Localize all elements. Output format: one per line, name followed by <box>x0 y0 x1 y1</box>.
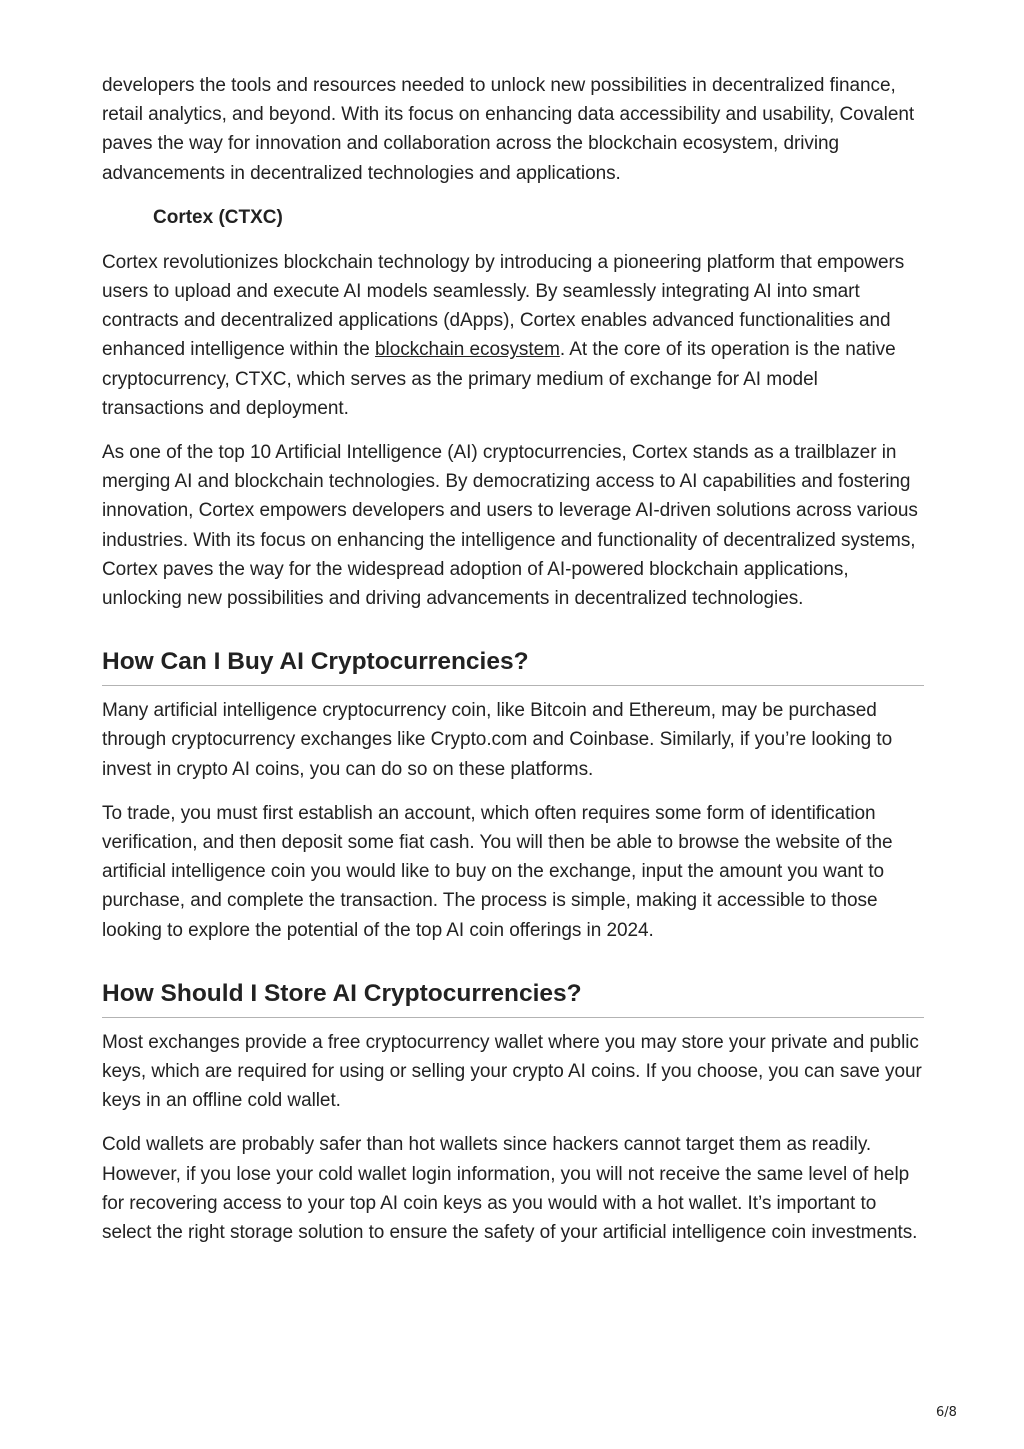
blockchain-ecosystem-link[interactable]: blockchain ecosystem <box>375 339 560 361</box>
cortex-heading: Cortex (CTXC) <box>153 206 283 228</box>
cortex-paragraph-2: As one of the top 10 Artificial Intelligence (AI) cryptocurrencies, Cortex stands as a trailblazer in merging AI and blockchain technologies. By democratizing access to AI capabilities and fostering innovation, Cortex empowers developers and users to leverage AI-driven solutions across various industries. With its focus on enhancing the intelligence and functionality of decentralized systems, Cortex paves the way for the widespread adoption of AI-powered blockchain applications, unlocking new possibilities and driving advancements in decentralized technologies. <box>102 442 918 610</box>
buy-section-heading: How Can I Buy AI Cryptocurrencies? <box>102 645 924 686</box>
cortex-p1-text-after: . At the core of its operation is the native cryptocurrency, CTXC, which serves as the primary medium of exchange for AI model transactions and deployment. <box>102 339 896 419</box>
buy-paragraph-1: Many artificial intelligence cryptocurrency coin, like Bitcoin and Ethereum, may be purchased through cryptocurrency exchanges like Crypto.com and Coinbase. Similarly, if you’re looking to invest in crypto AI coins, you can do so on these platforms. <box>102 700 893 780</box>
store-paragraph-1: Most exchanges provide a free cryptocurrency wallet where you may store your private and public keys, which are required for using or selling your crypto AI coins. If you choose, you can save your keys in an offline cold wallet. <box>102 1031 922 1112</box>
document-body <box>102 71 924 1262</box>
cortex-paragraph-1 <box>102 248 924 423</box>
store-paragraph-2: Cold wallets are probably safer than hot wallets since hackers cannot target them as readily. However, if you lose your cold wallet login information, you will not receive the same level of help for recovering access to your top AI coin keys as you would with a hot wallet. It’s important to select the right storage solution to ensure the safety of your artificial intelligence coin investments. <box>102 1134 918 1244</box>
cortex-p1-text-before: Cortex revolutionizes blockchain technology by introducing a pioneering platform that empowers users to upload and execute AI models seamlessly. By seamlessly integrating AI into smart contracts and decentralized applications (dApps), Cortex enables advanced functionalities and enhanced intelligence within the <box>102 251 905 361</box>
covalent-paragraph-continued: developers the tools and resources needed to unlock new possibilities in decentralized finance, retail analytics, and beyond. With its focus on enhancing data accessibility and usability, Covalent paves the way for innovation and collaboration across the blockchain ecosystem, driving advancements in decentralized technologies and applications. <box>102 75 915 184</box>
page-number: 6/8 <box>936 1405 957 1420</box>
store-section-heading: How Should I Store AI Cryptocurrencies? <box>102 977 924 1018</box>
buy-paragraph-2: To trade, you must first establish an account, which often requires some form of identification verification, and then deposit some fiat cash. You will then be able to browse the website of the artificial intelligence coin you would like to buy on the exchange, input the amount you want to purchase, and complete the transaction. The process is simple, making it accessible to those looking to explore the potential of the top AI coin offerings in 2024. <box>102 802 893 941</box>
